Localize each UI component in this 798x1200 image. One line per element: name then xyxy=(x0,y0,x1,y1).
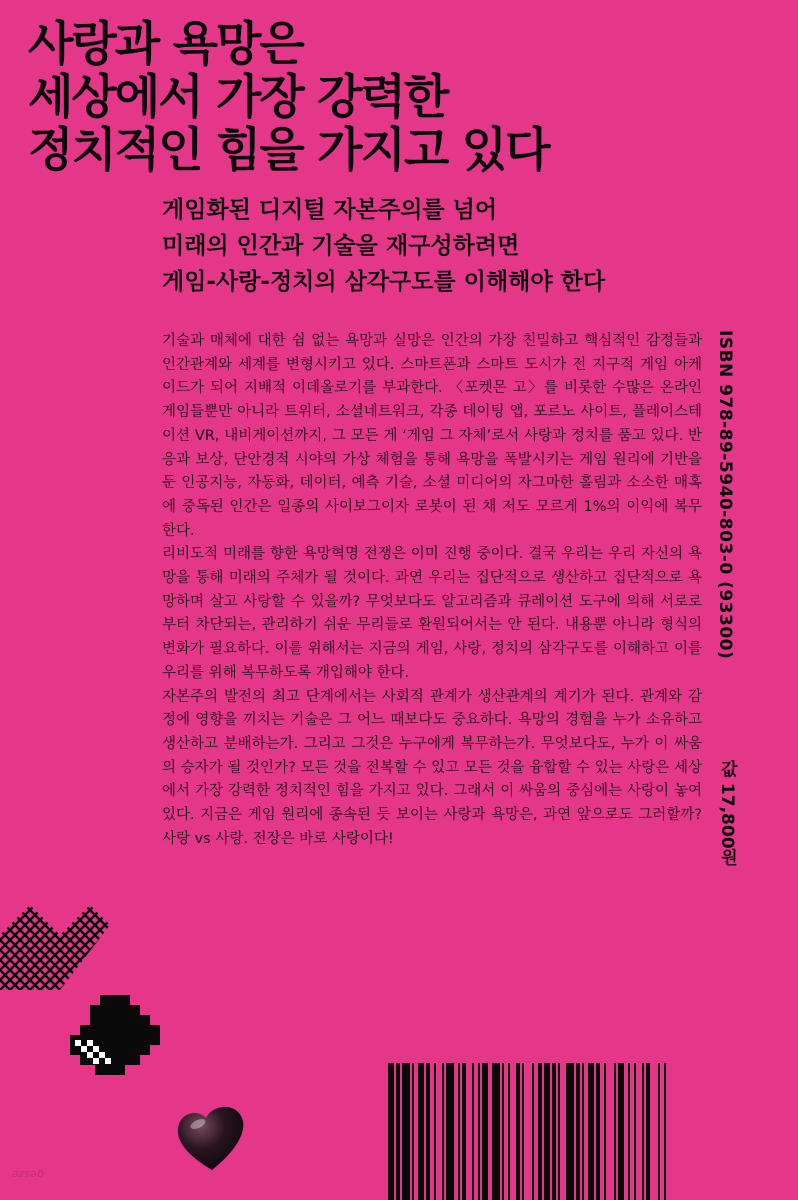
barcode-bar xyxy=(516,1063,520,1200)
barcode-bar xyxy=(646,1063,650,1200)
subhead-line-1: 게임화된 디지털 자본주의를 넘어 xyxy=(162,197,498,223)
barcode-bar xyxy=(522,1063,524,1200)
barcode-bar xyxy=(502,1063,504,1200)
price-label: 값 17,800원 xyxy=(717,760,737,866)
barcode-bar xyxy=(582,1063,584,1200)
headline-line-3: 정치적인 힘을 가지고 있다 xyxy=(28,123,549,178)
isbn-label: ISBN 978-89-5940-803-0 (93300) xyxy=(715,330,735,660)
barcode-bar xyxy=(434,1063,436,1200)
subhead-line-3: 게임-사랑-정치의 삼각구도를 이해해야 한다 xyxy=(162,269,606,295)
body-paragraph-3: 자본주의 발전의 최고 단계에서는 사회적 관계가 생산관계의 계기가 된다. 관계와 감정에 영향을 끼치는 기술은 그 어느 때보다도 중요하다. 욕망의 경험을 누가 소유하고 생산하고 분배하는가. 그리고 그것은 누구에게 복무하는가. 무엇보다도, 누가 이 싸움의 승자가 될 것인가? 모든 것을 전복할 수 있고 모든 것을 융합할 수 있는 사랑은 세상에서 가장 강력한 정치적인 힘을 가지고 있다. 그래서 이 싸움의 중심에는 사랑이 놓여 있다. 지금은 게임 원리에 종속된 듯 보이는 사랑과 욕망은, 과연 앞으로도 그러할까? 사랑 vs 사랑. 전장은 바로 사랑이다! xyxy=(162,688,702,847)
barcode-bar xyxy=(508,1063,510,1200)
barcode-bar xyxy=(618,1063,624,1200)
barcode-bar xyxy=(426,1063,430,1200)
barcode-bar xyxy=(538,1063,542,1200)
headline-line-1: 사랑과 욕망은 xyxy=(28,17,303,72)
barcode-bar xyxy=(396,1063,400,1200)
barcode-bar xyxy=(492,1063,500,1200)
barcode-bar xyxy=(566,1063,574,1200)
barcode-bar xyxy=(596,1063,600,1200)
publisher-logo: gesze xyxy=(12,1168,45,1181)
barcode-bar xyxy=(604,1063,606,1200)
barcode-bar xyxy=(634,1063,636,1200)
barcode-bar xyxy=(558,1063,560,1200)
barcode-bar xyxy=(472,1063,474,1200)
barcode-bar xyxy=(412,1063,414,1200)
barcode-bar xyxy=(552,1063,556,1200)
barcode-bar xyxy=(458,1063,460,1200)
barcode-bar xyxy=(446,1063,454,1200)
pixel-heart-graphic xyxy=(70,995,165,1075)
heart-3d-graphic xyxy=(172,1100,252,1175)
barcode-bar xyxy=(462,1063,466,1200)
barcode-bar xyxy=(418,1063,424,1200)
body-paragraph-1: 기술과 매체에 대한 쉼 없는 욕망과 실망은 인간의 가장 친밀하고 핵심적인 감정들과 인간관계와 세계를 변형시키고 있다. 스마트폰과 스마트 도시가 전 지구적 게임 아케이드가 되어 지배적 이데올로기를 부과한다. 〈포켓몬 고〉를 비롯한 수많은 온라인 게임들뿐만 아니라 트위터, 소셜네트워크, 각종 데이팅 앱, 포르노 사이트, 플레이스테이션 VR, 내비게이션까지, 그 모든 게 ‘게임 그 자체’로서 사랑과 정치를 품고 있다. 반응과 보상, 단안경적 시야의 가상 체험을 통해 욕망을 폭발시키는 게임 원리에 기반을 둔 인공지능, 자동화, 데이터, 예측 기술, 소셜 미디어의 자그마한 홀림과 소소한 매혹에 중독된 인간은 일종의 사이보그이자 로봇이 된 채 저도 모르게 1%의 이익에 복무한다. xyxy=(162,333,702,539)
subhead-line-2: 미래의 인간과 기술을 재구성하려면 xyxy=(162,233,520,259)
barcode-bar xyxy=(588,1063,594,1200)
barcode-bar xyxy=(544,1063,550,1200)
barcode-bar xyxy=(442,1063,444,1200)
body-paragraph-2: 리비도적 미래를 향한 욕망혁명 전쟁은 이미 진행 중이다. 결국 우리는 우리 자신의 욕망을 통해 미래의 주체가 될 것이다. 과연 우리는 집단적으로 생산하고 집단적으로 욕망하며 살고 사랑할 수 있을까? 무엇보다도 알고리즘과 큐레이션 도구에 의해 서로로부터 차단되는, 관리하기 쉬운 무리들로 환원되어서는 안 된다. 내용뿐 아니라 형식의 변화가 필요하다. 이를 위해서는 지금의 게임, 사랑, 정치의 삼각구도를 이해하고 이를 우리를 위해 복무하도록 개입해야 한다. xyxy=(162,546,702,681)
headline xyxy=(28,18,788,177)
subheadline xyxy=(162,192,782,300)
barcode-bar xyxy=(642,1063,644,1200)
headline-line-2: 세상에서 가장 강력한 xyxy=(28,70,448,125)
body-text xyxy=(162,330,702,851)
barcode-bar xyxy=(402,1063,410,1200)
barcode-bar xyxy=(628,1063,630,1200)
barcode-bar xyxy=(664,1063,666,1200)
barcode-bar xyxy=(614,1063,616,1200)
barcode-bar xyxy=(532,1063,534,1200)
barcode-bar xyxy=(658,1063,660,1200)
lattice-pattern-graphic xyxy=(0,905,120,995)
barcode-bar xyxy=(576,1063,580,1200)
barcode-bar xyxy=(478,1063,480,1200)
barcode xyxy=(388,1063,798,1200)
barcode-bar xyxy=(482,1063,488,1200)
barcode-bar xyxy=(388,1063,394,1200)
